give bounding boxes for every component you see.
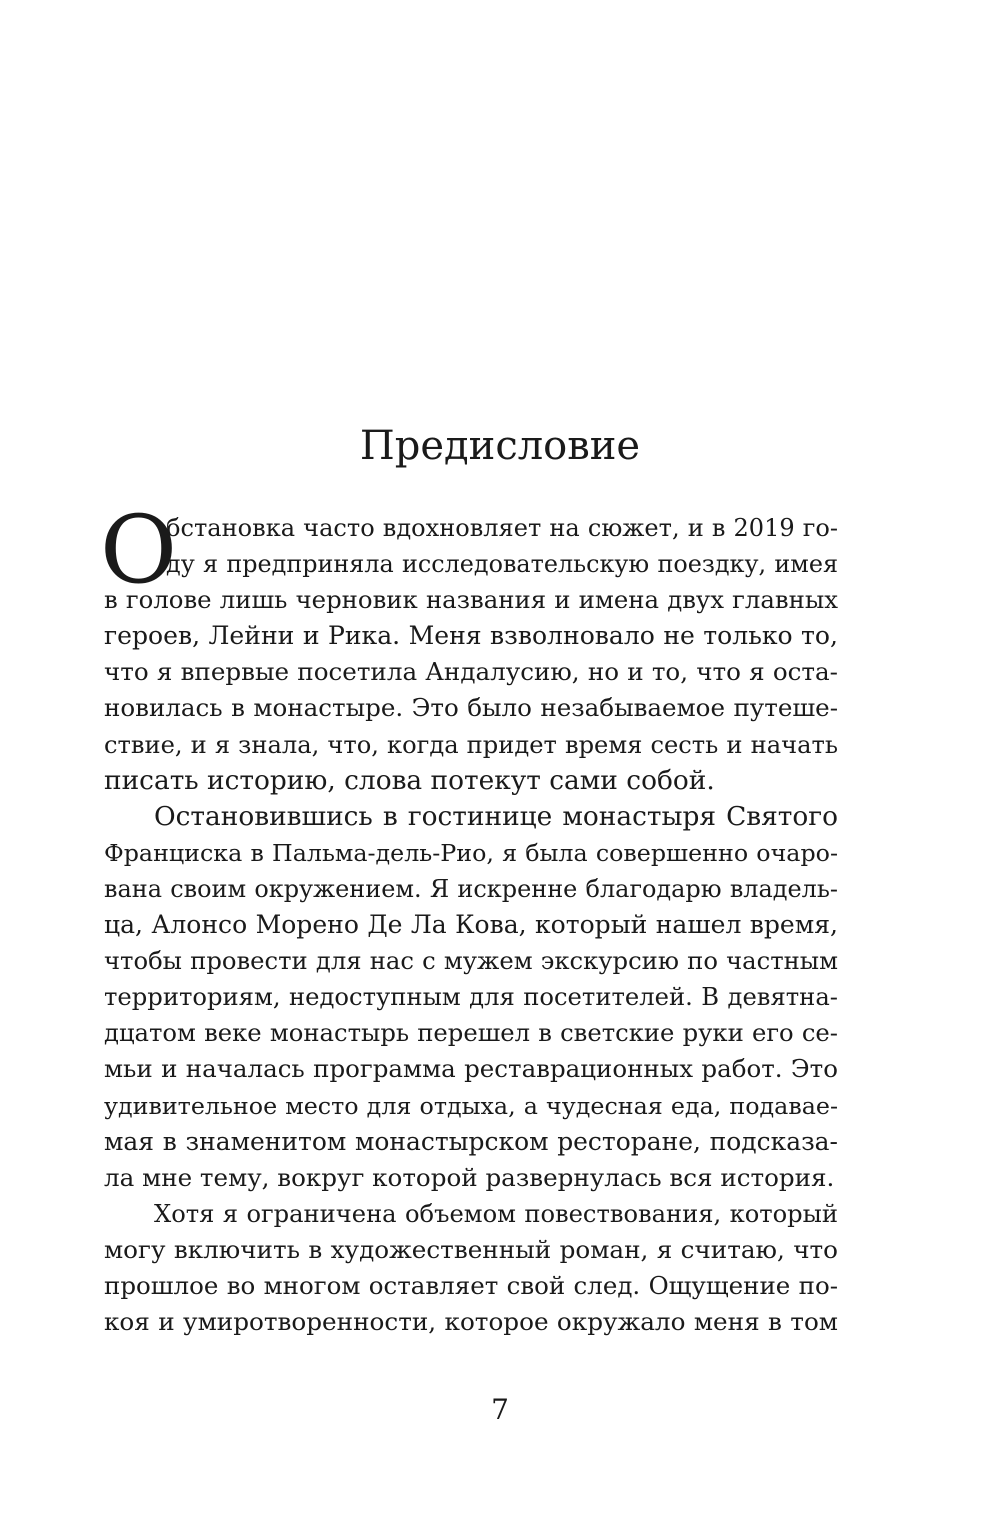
paragraph-3 (104, 1196, 838, 1340)
text-line: Франциска в Пальма-дель-Рио, я была совершенно очаро- (104, 838, 838, 867)
drop-cap: О (100, 496, 178, 605)
text-line: бстановка часто вдохновляет на сюжет, и в 2019 го- (166, 514, 838, 542)
text-line: прошлое во многом оставляет свой след. Ощущение по- (104, 1270, 838, 1300)
paragraph-2 (104, 799, 838, 1196)
text-line: Остановившись в гостинице монастыря Святого (154, 800, 838, 832)
text-line: мая в знаменитом монастырском ресторане, подсказа- (104, 1126, 838, 1156)
text-line: Хотя я ограничена объемом повествования, который (154, 1199, 838, 1228)
text-line: ла мне тему, вокруг которой развернулась вся история. (104, 1162, 835, 1192)
text-line: что я впервые посетила Андалусию, но и то, что я оста- (104, 657, 838, 687)
text-line: новилась в монастыре. Это было незабываемое путеше- (104, 693, 838, 723)
text-line: вана своим окружением. Я искренне благодарю владель- (104, 874, 838, 903)
text-line: удивительное место для отдыха, а чудесная еда, подавае- (104, 1091, 838, 1120)
text-line: ду я предприняла исследовательскую поездку, имея (166, 550, 838, 579)
text-line: чтобы провести для нас с мужем экскурсию по частным (104, 946, 838, 976)
text-line: территориям, недоступным для посетителей. В девятна- (104, 982, 838, 1012)
text-line: ца, Алонсо Морено Де Ла Кова, который нашел время, (104, 910, 838, 940)
text-line: дцатом веке монастырь перешел в светские руки его се- (104, 1018, 838, 1048)
text-line: героев, Лейни и Рика. Меня взволновало не только то, (104, 621, 838, 651)
body-text (100, 496, 838, 1340)
chapter-title: Предисловие (359, 423, 641, 469)
text-line: ствие, и я знала, что, когда придет время сесть и начать (104, 730, 838, 759)
page-number: 7 (491, 1393, 509, 1426)
text-line: коя и умиротворенности, которое окружало меня в том (104, 1307, 838, 1337)
text-line: мьи и началась программа реставрационных работ. Это (104, 1054, 838, 1084)
text-line: писать историю, слова потекут сами собой. (104, 764, 715, 796)
text-line: в голове лишь черновик названия и имена двух главных (104, 585, 838, 615)
text-line: могу включить в художественный роман, я считаю, что (104, 1234, 838, 1264)
paragraph-1 (100, 496, 838, 799)
